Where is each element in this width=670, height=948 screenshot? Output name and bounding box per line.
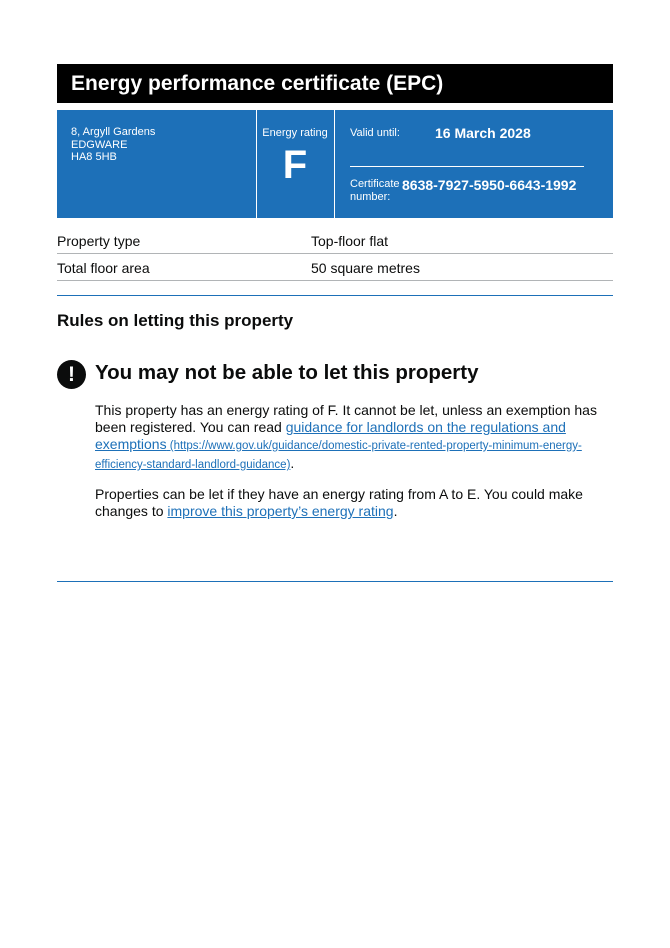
rating-end: .	[393, 503, 398, 519]
exclamation-icon: !	[57, 360, 86, 389]
improve-rating-link[interactable]: improve this property’s energy rating	[167, 503, 394, 519]
valid-until-date: 16 March 2028	[435, 125, 531, 141]
address-line-3: HA8 5HB	[71, 151, 117, 163]
floor-area-label: Total floor area	[57, 260, 150, 276]
rules-heading: Rules on letting this property	[57, 311, 294, 330]
panel-rule	[350, 166, 584, 167]
section-divider	[57, 581, 613, 582]
rating-paragraph	[95, 486, 615, 520]
floor-area-value: 50 square metres	[311, 260, 420, 276]
certificate-number-label	[350, 178, 400, 204]
exemption-paragraph	[95, 402, 615, 474]
exemption-text: This property has an energy rating of F. It cannot be let, unless an exemption has been registered. You can read	[95, 402, 597, 435]
page-title: Energy performance certificate (EPC)	[71, 72, 444, 95]
certificate-summary-panel	[57, 110, 613, 218]
certificate-number: 8638-7927-5950-6643-1992	[402, 177, 577, 193]
address-line-2: EDGWARE	[71, 138, 128, 151]
landlord-guidance-url: (https://www.gov.uk/guidance/domestic-private-rented-property-minimum-energy-efficiency-standard-landlord-guidance)	[95, 440, 582, 471]
warning-heading: You may not be able to let this property	[95, 361, 479, 384]
landlord-guidance-link-text: guidance for landlords on the regulations and exemptions	[95, 419, 566, 452]
energy-rating-label: Energy rating	[262, 127, 328, 139]
property-type-label: Property type	[57, 233, 141, 249]
energy-rating-letter: F	[282, 143, 308, 187]
property-type-value: Top-floor flat	[311, 233, 389, 249]
valid-until-label: Valid until:	[350, 127, 400, 139]
title-bar	[57, 64, 613, 103]
section-divider	[57, 295, 613, 296]
exemption-end: .	[290, 455, 295, 471]
address-line-1: 8, Argyll Gardens	[71, 126, 156, 138]
property-details-table	[57, 227, 613, 281]
table-row	[57, 227, 613, 254]
rating-text: Properties can be let if they have an energy rating from A to E. You could make changes to	[95, 486, 583, 519]
property-address	[71, 126, 155, 164]
table-row	[57, 254, 613, 281]
panel-divider	[334, 110, 335, 218]
certificate-label-line-2: number:	[350, 191, 391, 203]
certificate-label-line-1: Certificate	[350, 178, 400, 190]
